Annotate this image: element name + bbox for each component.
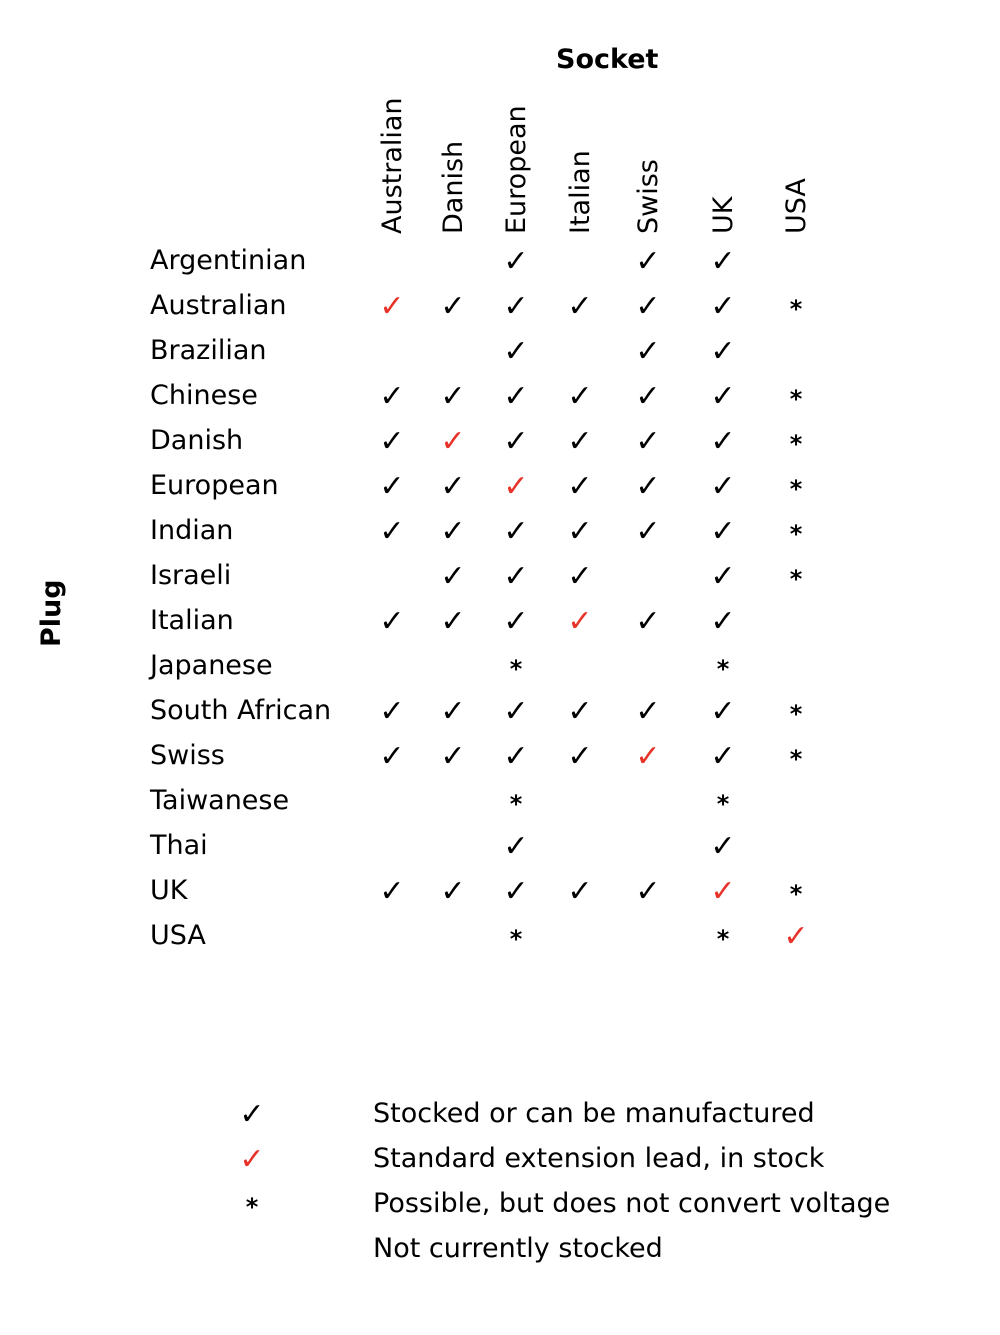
check-icon: ✓ [567,874,593,909]
voltage-star-mark: * [789,430,803,458]
plug-row-label: Indian [150,515,234,546]
socket-column-danish: Danish [438,140,469,234]
socket-axis-title: Socket [556,44,659,75]
voltage-star-mark: * [509,655,523,683]
plug-row-label: South African [150,695,332,726]
check-icon: ✓ [440,604,466,639]
socket-column-usa: USA [781,178,812,234]
check-icon: ✓ [440,694,466,729]
check-icon: ✓ [567,514,593,549]
voltage-star-mark: * [716,925,730,953]
check-icon: ✓ [379,379,405,414]
check-icon: ✓ [379,694,405,729]
extension-lead-check-icon: ✓ [379,289,405,324]
voltage-star-mark: * [789,295,803,323]
check-icon: ✓ [567,694,593,729]
check-icon: ✓ [710,379,736,414]
extension-lead-check-icon: ✓ [567,604,593,639]
plug-row-label: UK [150,875,188,906]
check-icon: ✓ [567,424,593,459]
check-icon: ✓ [503,514,529,549]
check-icon: ✓ [710,739,736,774]
legend-text: Stocked or can be manufactured [373,1098,815,1129]
plug-row-label: Danish [150,425,244,456]
check-icon: ✓ [710,694,736,729]
check-icon: ✓ [440,874,466,909]
plug-row-label: Thai [150,830,208,861]
check-icon: ✓ [710,424,736,459]
check-icon: ✓ [379,424,405,459]
plug-row-label: USA [150,920,206,951]
check-icon: ✓ [635,379,661,414]
check-icon: ✓ [710,289,736,324]
check-icon: ✓ [503,334,529,369]
socket-column-australian: Australian [377,97,408,234]
check-icon: ✓ [635,694,661,729]
plug-row-label: Taiwanese [150,785,290,816]
check-icon: ✓ [710,514,736,549]
socket-column-european: European [501,105,532,234]
check-icon: ✓ [503,874,529,909]
plug-row-label: European [150,470,279,501]
check-icon: ✓ [635,469,661,504]
voltage-star-mark: * [716,790,730,818]
extension-lead-check-icon: ✓ [710,874,736,909]
check-icon: ✓ [710,244,736,279]
voltage-star-mark: * [789,745,803,773]
plug-row-label: Australian [150,290,287,321]
check-icon: ✓ [635,874,661,909]
socket-column-italian: Italian [565,150,596,234]
extension-lead-check-icon: ✓ [503,469,529,504]
check-icon: ✓ [379,874,405,909]
extension-lead-check-icon: ✓ [440,424,466,459]
check-icon: ✓ [635,604,661,639]
check-icon: ✓ [567,289,593,324]
check-icon: ✓ [503,739,529,774]
voltage-star-mark: * [716,655,730,683]
check-icon: ✓ [710,559,736,594]
voltage-star-mark: * [789,880,803,908]
check-icon: ✓ [635,289,661,324]
voltage-star-mark: * [509,925,523,953]
check-icon: ✓ [503,379,529,414]
check-icon: ✓ [440,469,466,504]
voltage-star-mark: * [789,700,803,728]
check-icon: ✓ [440,289,466,324]
voltage-star-mark: * [789,565,803,593]
check-icon: ✓ [710,334,736,369]
check-icon: ✓ [567,559,593,594]
plug-row-label: Italian [150,605,234,636]
extension-lead-check-icon: ✓ [783,919,809,954]
legend-text: Possible, but does not convert voltage [373,1188,891,1219]
legend-text: Standard extension lead, in stock [373,1143,825,1174]
check-icon: ✓ [567,739,593,774]
socket-column-uk: UK [708,196,739,234]
check-icon: ✓ [503,604,529,639]
socket-column-swiss: Swiss [633,159,664,234]
plug-row-label: Brazilian [150,335,267,366]
plug-axis-title: Plug [36,579,67,647]
voltage-star-mark: * [509,790,523,818]
voltage-star-mark: * [789,520,803,548]
voltage-star-mark: * [789,385,803,413]
check-icon: ✓ [440,739,466,774]
plug-row-label: Japanese [150,650,273,681]
plug-row-label: Argentinian [150,245,307,276]
legend-red-check-icon: ✓ [239,1142,265,1177]
check-icon: ✓ [567,379,593,414]
voltage-star-mark: * [789,475,803,503]
check-icon: ✓ [503,424,529,459]
check-icon: ✓ [440,514,466,549]
extension-lead-check-icon: ✓ [635,739,661,774]
check-icon: ✓ [440,379,466,414]
check-icon: ✓ [379,739,405,774]
check-icon: ✓ [567,469,593,504]
legend-star-mark: * [245,1193,259,1221]
check-icon: ✓ [379,604,405,639]
plug-row-label: Chinese [150,380,258,411]
check-icon: ✓ [440,559,466,594]
check-icon: ✓ [503,289,529,324]
check-icon: ✓ [710,829,736,864]
check-icon: ✓ [503,694,529,729]
plug-row-label: Israeli [150,560,232,591]
check-icon: ✓ [635,514,661,549]
check-icon: ✓ [503,244,529,279]
legend-text: Not currently stocked [373,1233,663,1264]
check-icon: ✓ [635,334,661,369]
plug-row-label: Swiss [150,740,225,771]
check-icon: ✓ [710,469,736,504]
check-icon: ✓ [710,604,736,639]
check-icon: ✓ [503,559,529,594]
legend-check-icon: ✓ [239,1097,265,1132]
check-icon: ✓ [379,469,405,504]
check-icon: ✓ [379,514,405,549]
check-icon: ✓ [635,424,661,459]
check-icon: ✓ [635,244,661,279]
check-icon: ✓ [503,829,529,864]
